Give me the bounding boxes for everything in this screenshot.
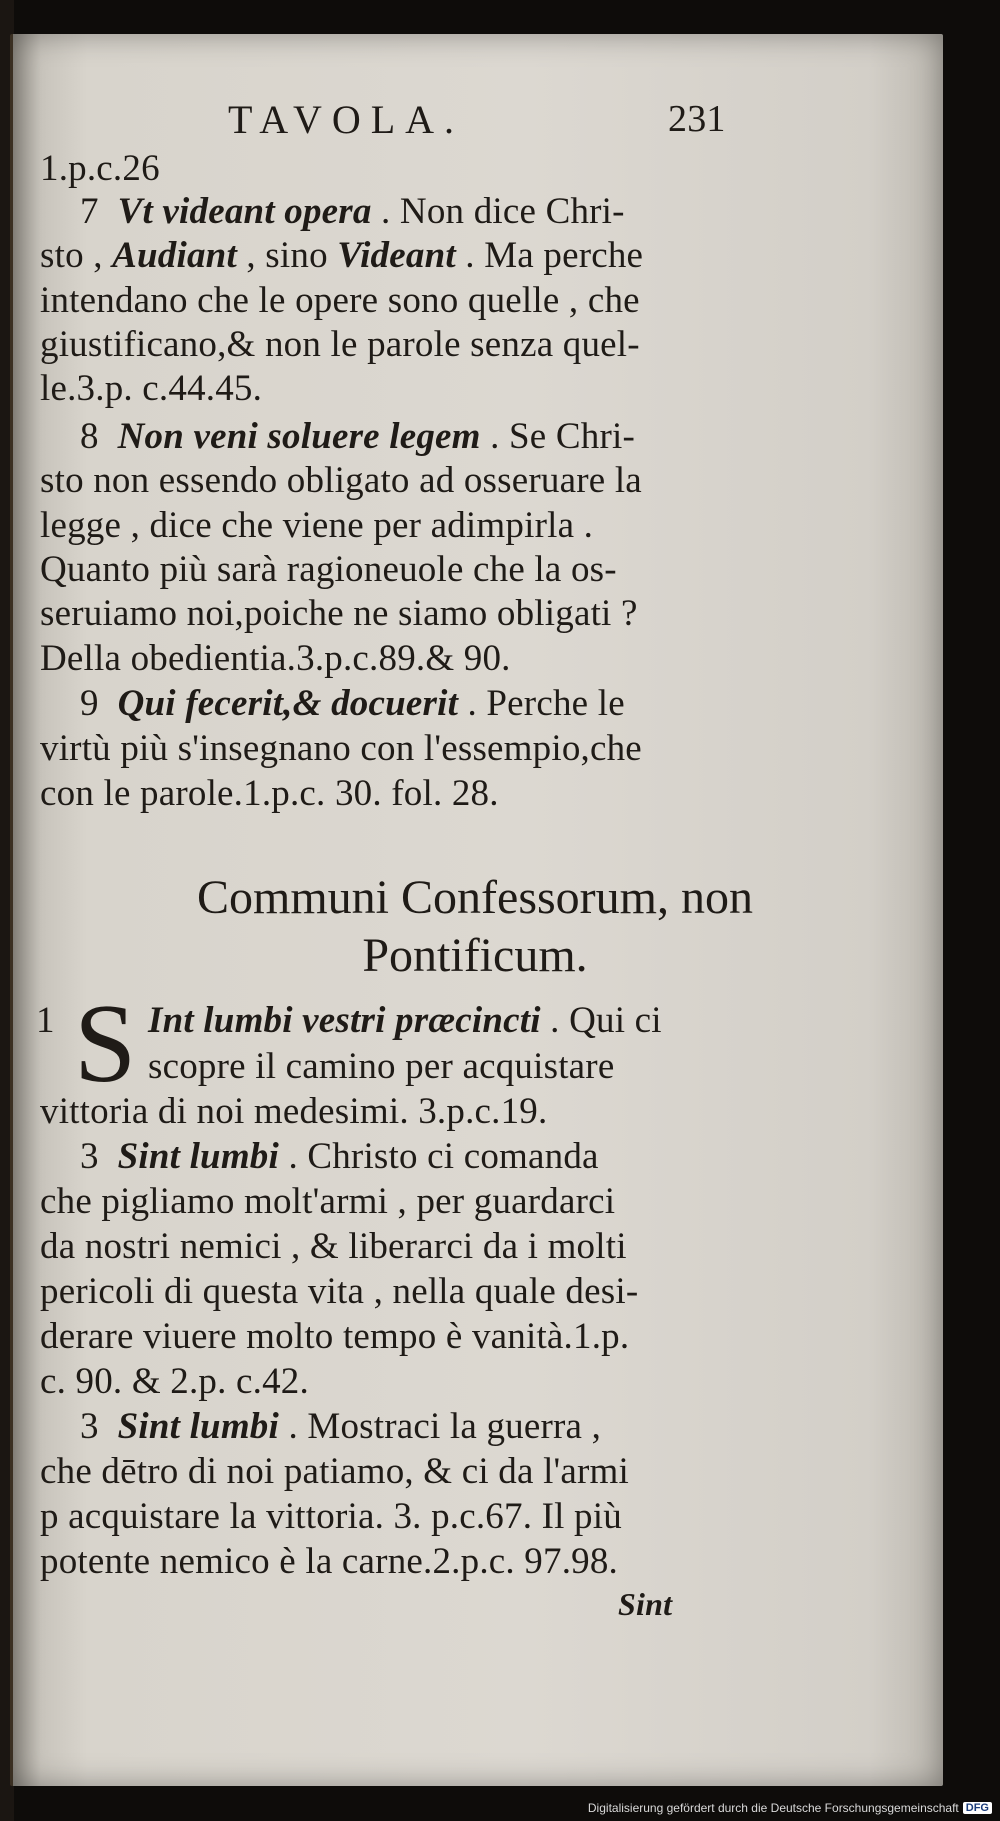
digitization-credit xyxy=(588,1801,992,1815)
item-number: 3 xyxy=(80,1406,99,1447)
text-line xyxy=(80,418,635,455)
text-line: derare viuere molto tempo è vanità.1.p. xyxy=(40,1316,630,1357)
item-number: 7 xyxy=(80,191,99,232)
text-line: che dētro di noi patiamo, & ci da l'armi xyxy=(40,1451,630,1492)
text-line: Della obedientia.3.p.c.89.& 90. xyxy=(40,638,511,679)
text-line: legge , dice che viene per adimpirla . xyxy=(40,505,594,546)
scripture-quote: Vt videant opera xyxy=(117,191,372,232)
text-line: p acquistare la vittoria. 3. p.c.67. Il più xyxy=(40,1496,622,1537)
text-line: che pigliamo molt'armi , per guardarci xyxy=(40,1181,616,1222)
text-line xyxy=(80,193,625,230)
item-number: 8 xyxy=(80,416,99,457)
text-line: seruiamo noi,poiche ne siamo obligati ? xyxy=(40,593,638,634)
item-number: 3 xyxy=(80,1136,99,1177)
dfg-logo: DFG xyxy=(963,1802,992,1814)
text-line: Quanto più sarà ragioneuole che la os- xyxy=(40,549,617,590)
catchword: Sint xyxy=(618,1586,673,1622)
running-head: TAVOLA. xyxy=(228,97,465,142)
text-line xyxy=(40,237,643,274)
scripture-quote: Int lumbi vestri præcincti xyxy=(148,1000,541,1041)
scripture-quote: Non veni soluere legem xyxy=(117,416,481,457)
text-line: giustificano,& non le parole senza quel- xyxy=(40,324,640,365)
credit-text: Digitalisierung gefördert durch die Deutsche Forschungsgemeinschaft xyxy=(587,1801,959,1815)
text-line: le.3.p. c.44.45. xyxy=(40,368,263,409)
text-line xyxy=(80,1408,601,1445)
text-line: vittoria di noi medesimi. 3.p.c.19. xyxy=(40,1091,548,1132)
line-text: . Non dice Chri- xyxy=(381,191,625,232)
text-line: c. 90. & 2.p. c.42. xyxy=(40,1361,309,1402)
scripture-quote: Sint lumbi xyxy=(117,1136,279,1177)
text-line: 1.p.c.26 xyxy=(40,148,160,189)
section-heading-line2: Pontificum. xyxy=(362,929,588,982)
scripture-quote: Sint lumbi xyxy=(117,1406,279,1447)
text-line: con le parole.1.p.c. 30. fol. 28. xyxy=(40,773,499,814)
text-line xyxy=(148,1002,662,1039)
line-text: sto , xyxy=(40,235,103,276)
line-text: . Perche le xyxy=(467,683,625,724)
scripture-quote: Qui fecerit,& docuerit xyxy=(117,683,459,724)
scripture-quote: Audiant xyxy=(112,235,237,276)
section-heading-line1: Communi Confessorum, non xyxy=(196,871,753,924)
text-line: intendano che le opere sono quelle , che xyxy=(40,280,640,321)
page-number: 231 xyxy=(668,98,726,140)
text-line xyxy=(80,685,625,722)
scripture-quote: Videant xyxy=(337,235,456,276)
line-text: . Ma perche xyxy=(465,235,644,276)
line-text: . Qui ci xyxy=(550,1000,662,1041)
text-line: sto non essendo obligato ad osseruare la xyxy=(40,460,642,501)
line-text: . Christo ci comanda xyxy=(288,1136,599,1177)
item-number: 9 xyxy=(80,683,99,724)
text-line: virtù più s'insegnano con l'essempio,che xyxy=(40,728,642,769)
line-text: , sino xyxy=(246,235,328,276)
text-line: potente nemico è la carne.2.p.c. 97.98. xyxy=(40,1541,618,1582)
text-line: scopre il camino per acquistare xyxy=(148,1046,615,1087)
item-number: 1 xyxy=(36,1000,55,1041)
text-line: da nostri nemici , & liberarci da i molti xyxy=(40,1226,627,1267)
text-line: pericoli di questa vita , nella quale desi- xyxy=(40,1271,639,1312)
drop-cap: S xyxy=(74,982,137,1106)
text-line xyxy=(80,1138,599,1175)
line-text: . Mostraci la guerra , xyxy=(288,1406,602,1447)
line-text: . Se Chri- xyxy=(490,416,635,457)
